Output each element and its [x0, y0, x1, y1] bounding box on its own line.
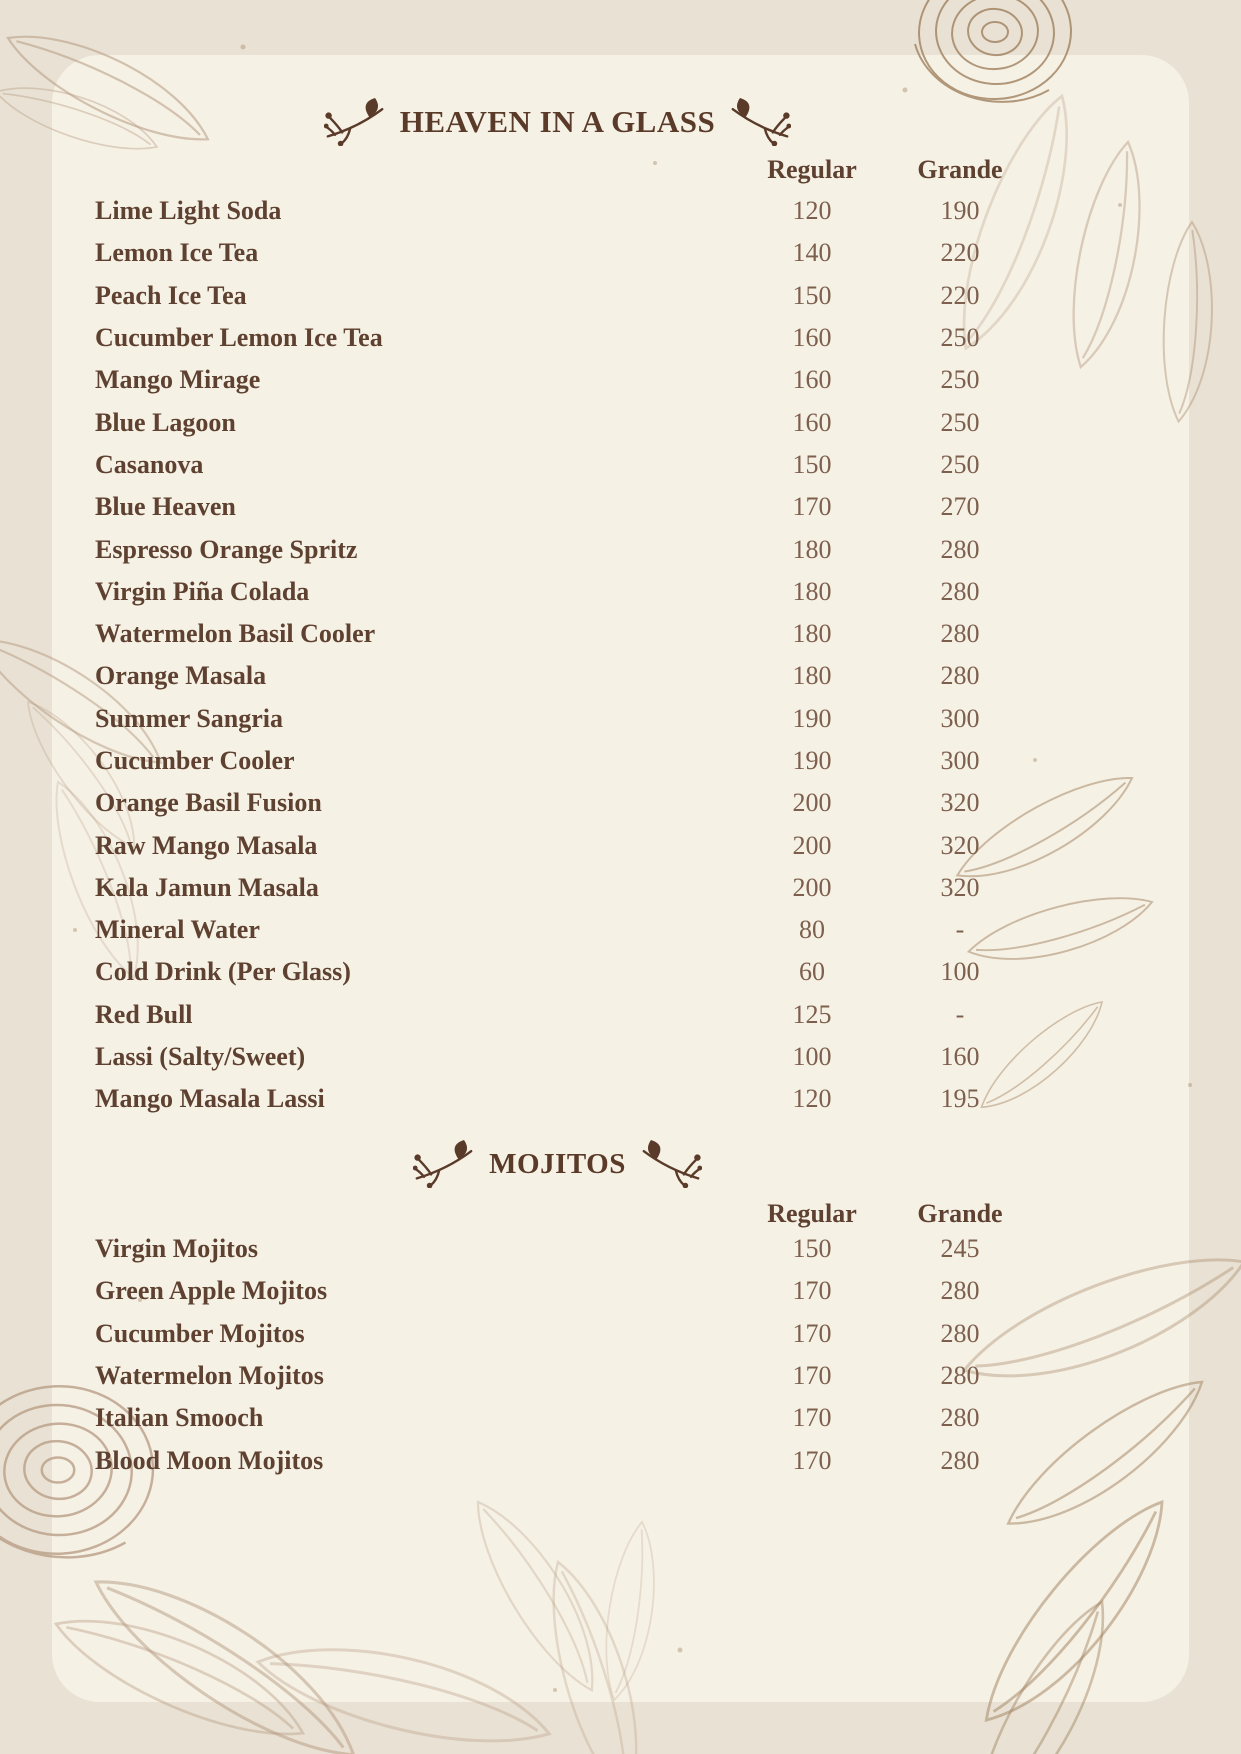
menu-item-price-regular: 170 — [792, 1318, 832, 1348]
menu-item-price-regular: 170 — [792, 492, 832, 522]
menu-item-name: Kala Jamun Masala — [95, 872, 319, 902]
section-title-mojitos — [95, 1138, 1020, 1190]
menu-item-price-regular: 200 — [792, 830, 832, 860]
menu-item-row — [95, 824, 1020, 866]
menu-item-row — [95, 232, 1020, 274]
menu-item-price-grande: 320 — [940, 830, 980, 860]
menu-item-price-grande: 220 — [940, 280, 980, 310]
menu-item-price-grande: 320 — [940, 872, 980, 902]
menu-item-price-regular: 160 — [792, 365, 832, 395]
menu-item-row — [95, 1355, 1020, 1397]
menu-items-mojitos — [95, 1228, 1020, 1482]
menu-item-name: Italian Smooch — [95, 1403, 264, 1433]
menu-item-price-grande: 300 — [940, 703, 980, 733]
menu-item-price-regular: 150 — [792, 449, 832, 479]
menu-item-row — [95, 190, 1020, 232]
menu-item-row — [95, 909, 1020, 951]
menu-item-price-regular: 170 — [792, 1403, 832, 1433]
menu-item-name: Lassi (Salty/Sweet) — [95, 1042, 306, 1072]
menu-item-name: Virgin Piña Colada — [95, 576, 310, 606]
menu-item-price-grande: 250 — [940, 323, 980, 353]
menu-item-row — [95, 359, 1020, 401]
menu-item-price-grande: 280 — [940, 661, 980, 691]
menu-item-name: Cucumber Lemon Ice Tea — [95, 323, 383, 353]
menu-item-price-grande: 190 — [940, 196, 980, 226]
menu-item-row — [95, 1397, 1020, 1439]
menu-item-row — [95, 444, 1020, 486]
menu-item-name: Mineral Water — [95, 915, 260, 945]
menu-item-price-regular: 140 — [792, 238, 832, 268]
menu-item-row — [95, 782, 1020, 824]
menu-item-row — [95, 1439, 1020, 1481]
menu-item-price-regular: 170 — [792, 1276, 832, 1306]
column-header-grande: Grande — [917, 1199, 1003, 1228]
menu-item-price-grande: 320 — [940, 788, 980, 818]
menu-item-row — [95, 571, 1020, 613]
twig-ornament-icon — [729, 98, 791, 146]
menu-item-row — [95, 1313, 1020, 1355]
menu-item-name: Lemon Ice Tea — [95, 238, 259, 268]
twig-ornament-icon — [413, 1140, 475, 1188]
menu-item-row — [95, 655, 1020, 697]
menu-item-name: Orange Masala — [95, 661, 267, 691]
column-header-regular: Regular — [767, 155, 857, 184]
menu-item-price-regular: 180 — [792, 661, 832, 691]
menu-items-heaven-in-a-glass — [95, 190, 1020, 1121]
menu-item-price-grande: 280 — [940, 1276, 980, 1306]
menu-item-row — [95, 528, 1020, 570]
menu-item-price-regular: 60 — [799, 957, 825, 987]
menu-item-price-regular: 160 — [792, 323, 832, 353]
menu-item-price-grande: 195 — [940, 1084, 980, 1114]
menu-item-price-regular: 180 — [792, 576, 832, 606]
menu-item-price-regular: 200 — [792, 872, 832, 902]
menu-item-name: Casanova — [95, 449, 204, 479]
menu-item-name: Cucumber Mojitos — [95, 1318, 305, 1348]
twig-ornament-icon — [324, 98, 386, 146]
menu-item-name: Virgin Mojitos — [95, 1234, 258, 1264]
menu-item-price-grande: 280 — [940, 1445, 980, 1475]
menu-item-price-grande: 270 — [940, 492, 980, 522]
menu-item-name: Green Apple Mojitos — [95, 1276, 328, 1306]
menu-item-name: Watermelon Basil Cooler — [95, 619, 376, 649]
menu-item-price-regular: 120 — [792, 1084, 832, 1114]
menu-item-row — [95, 740, 1020, 782]
menu-item-price-grande: 100 — [940, 957, 980, 987]
menu-item-name: Espresso Orange Spritz — [95, 534, 358, 564]
menu-item-price-grande: 280 — [940, 576, 980, 606]
menu-item-name: Red Bull — [95, 999, 193, 1029]
menu-item-price-regular: 150 — [792, 1234, 832, 1264]
price-columns-header — [95, 152, 1020, 188]
menu-item-price-grande: 300 — [940, 746, 980, 775]
menu-item-row — [95, 951, 1020, 993]
menu-item-name: Raw Mango Masala — [95, 830, 318, 860]
menu-item-row — [95, 1036, 1020, 1078]
menu-item-price-grande: 280 — [940, 619, 980, 649]
menu-item-price-regular: 190 — [792, 746, 832, 775]
menu-item-name: Mango Mirage — [95, 365, 261, 395]
menu-item-row — [95, 275, 1020, 317]
menu-item-name: Lime Light Soda — [95, 196, 282, 226]
column-header-grande: Grande — [917, 155, 1003, 184]
menu-item-row — [95, 1228, 1020, 1270]
menu-item-row — [95, 401, 1020, 443]
section-title-text: HEAVEN IN A GLASS — [399, 104, 716, 139]
menu-item-price-grande: 250 — [940, 449, 980, 479]
menu-item-price-grande: - — [955, 999, 965, 1029]
menu-item-price-regular: 190 — [792, 703, 832, 733]
menu-item-name: Blood Moon Mojitos — [95, 1445, 324, 1475]
section-title-text: MOJITOS — [489, 1148, 626, 1180]
menu-item-price-regular: 180 — [792, 534, 832, 564]
menu-item-name: Blue Heaven — [95, 492, 236, 522]
menu-item-row — [95, 486, 1020, 528]
menu-item-price-grande: 280 — [940, 1318, 980, 1348]
menu-item-name: Blue Lagoon — [95, 407, 236, 437]
menu-item-name: Summer Sangria — [95, 703, 284, 733]
menu-item-price-grande: 280 — [940, 534, 980, 564]
menu-item-price-regular: 170 — [792, 1361, 832, 1391]
menu-item-price-regular: 170 — [792, 1445, 832, 1475]
menu-item-row — [95, 698, 1020, 740]
menu-item-name: Mango Masala Lassi — [95, 1084, 325, 1114]
menu-item-price-regular: 160 — [792, 407, 832, 437]
menu-item-row — [95, 613, 1020, 655]
menu-item-price-grande: 250 — [940, 407, 980, 437]
menu-item-price-grande: 245 — [940, 1234, 980, 1264]
menu-item-price-regular: 180 — [792, 619, 832, 649]
menu-item-row — [95, 317, 1020, 359]
menu-item-name: Cold Drink (Per Glass) — [95, 957, 351, 987]
menu-item-name: Watermelon Mojitos — [95, 1361, 324, 1391]
menu-item-row — [95, 994, 1020, 1036]
column-header-regular: Regular — [767, 1199, 857, 1228]
menu-item-price-regular: 120 — [792, 196, 832, 226]
menu-item-row — [95, 1078, 1020, 1120]
menu-item-price-grande: 220 — [940, 238, 980, 268]
menu-item-price-grande: 250 — [940, 365, 980, 395]
menu-item-name: Orange Basil Fusion — [95, 788, 322, 818]
menu-item-price-regular: 200 — [792, 788, 832, 818]
menu-item-price-regular: 100 — [792, 1042, 832, 1072]
menu-item-price-grande: 280 — [940, 1403, 980, 1433]
menu-item-name: Cucumber Cooler — [95, 746, 295, 775]
menu-item-price-regular: 150 — [792, 280, 832, 310]
section-title-heaven-in-a-glass — [95, 98, 1020, 146]
menu-item-price-regular: 80 — [799, 915, 825, 945]
menu-item-price-regular: 125 — [792, 999, 832, 1029]
price-columns-header — [95, 1196, 1020, 1232]
menu-item-name: Peach Ice Tea — [95, 280, 247, 310]
menu-item-price-grande: 160 — [940, 1042, 980, 1072]
twig-ornament-icon — [640, 1140, 702, 1188]
menu-item-price-grande: - — [955, 915, 965, 945]
menu-item-row — [95, 1270, 1020, 1312]
menu-item-row — [95, 867, 1020, 909]
menu-item-price-grande: 280 — [940, 1361, 980, 1391]
